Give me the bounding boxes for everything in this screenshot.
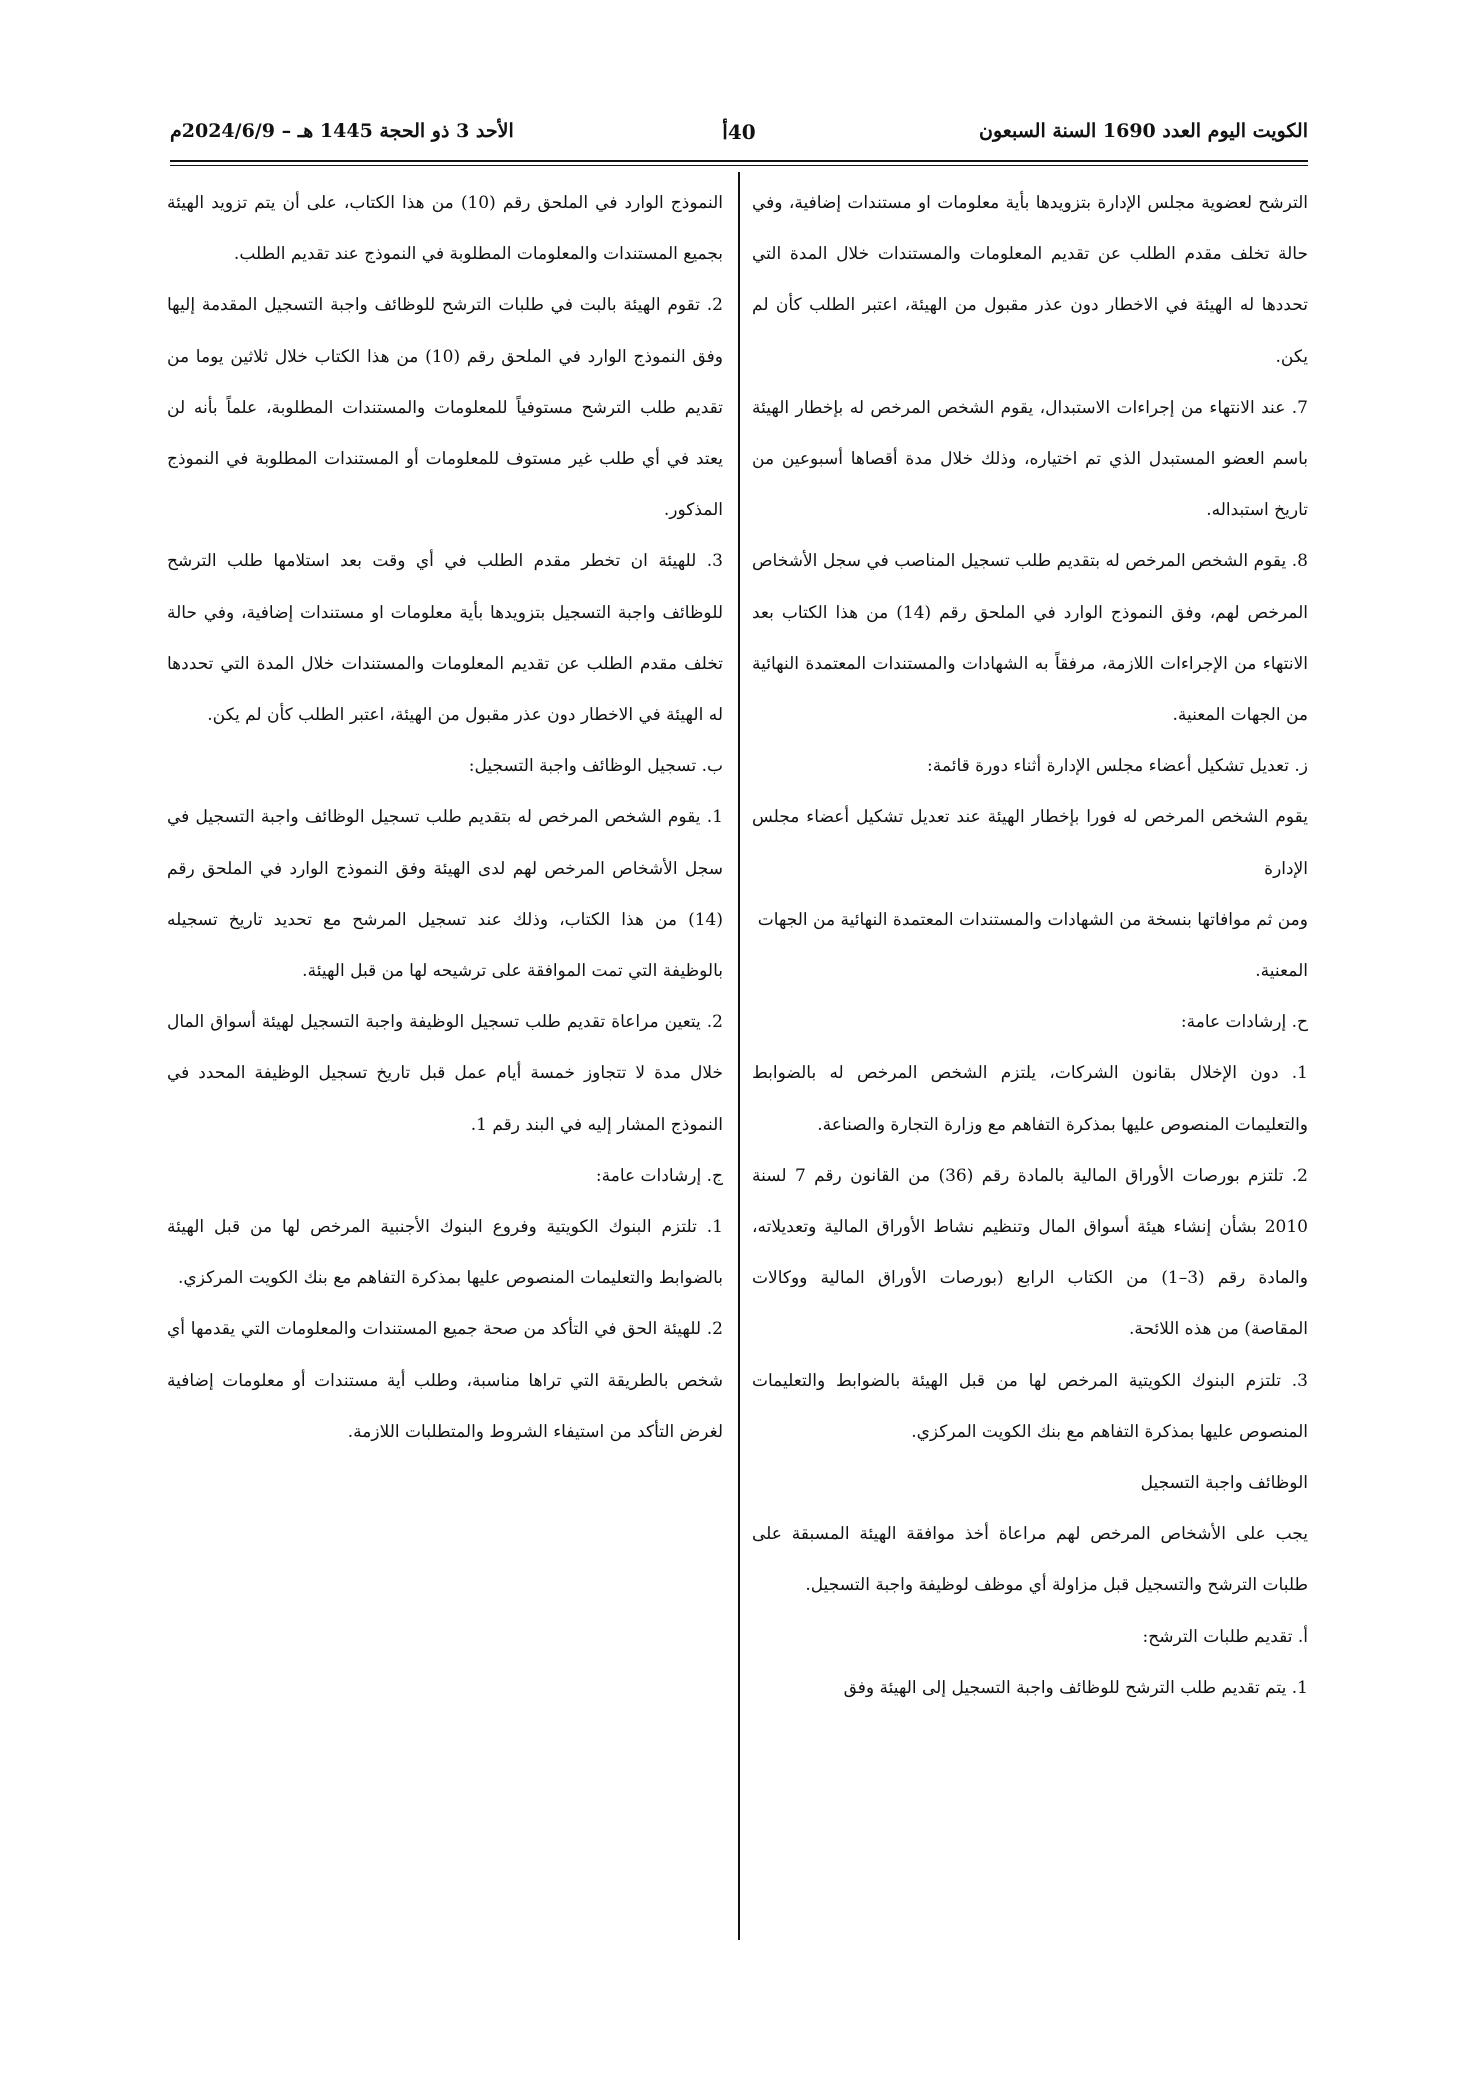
section-heading: ح. إرشادات عامة:	[1180, 1012, 1308, 1033]
header-rule	[170, 160, 1308, 162]
page-number: 40أ	[722, 120, 756, 144]
section-heading: ج. إرشادات عامة:	[595, 1165, 723, 1186]
section-heading: أ. تقديم طلبات الترشح:	[1142, 1626, 1308, 1647]
section-heading: ز. تعديل تشكيل أعضاء مجلس الإدارة أثناء دورة قائمة:	[927, 756, 1308, 777]
paragraph: 3. تلتزم البنوك الكويتية المرخص لها من قبل الهيئة بالضوابط والتعليمات المنصوص عليها بمذكرة التفاهم مع بنك الكويت المركزي.	[752, 1370, 1308, 1442]
paragraph: 8. يقوم الشخص المرخص له بتقديم طلب تسجيل المناصب في سجل الأشخاص المرخص لهم، وفق النموذج الوارد في الملحق رقم (14) من هذا الكتاب بعد الانتهاء من الإجراءات اللازمة، مرفقاً به الشهادات والمستندات المعتمدة النهائية من الجهات المعنية.	[752, 551, 1308, 726]
section-heading: ب. تسجيل الوظائف واجبة التسجيل:	[468, 756, 723, 777]
paragraph: يقوم الشخص المرخص له فورا بإخطار الهيئة عند تعديل تشكيل أعضاء مجلس الإدارة	[752, 807, 1308, 879]
paragraph: 1. تلتزم البنوك الكويتية وفروع البنوك الأجنبية المرخص لها من قبل الهيئة بالضوابط والتعليمات المنصوص عليها بمذكرة التفاهم مع بنك الكويت المركزي.	[167, 1217, 723, 1289]
issue-date: الأحد 3 ذو الحجة 1445 هـ – 2024/6/9م	[170, 120, 514, 142]
paragraph: ومن ثم موافاتها بنسخة من الشهادات والمستندات المعتمدة النهائية من الجهات	[757, 909, 1308, 930]
paragraph: 1. دون الإخلال بقانون الشركات، يلتزم الشخص المرخص له بالضوابط والتعليمات المنصوص عليها بمذكرة التفاهم مع وزارة التجارة والصناعة.	[752, 1063, 1308, 1135]
paragraph: 2. للهيئة الحق في التأكد من صحة جميع المستندات والمعلومات التي يقدمها أي شخص بالطريقة التي تراها مناسبة، وطلب أية مستندات أو معلومات إضافية لغرض التأكد من استيفاء الشروط والمتطلبات اللازمة.	[167, 1319, 723, 1442]
paragraph: المعنية.	[1255, 961, 1308, 982]
header-rule-thin	[170, 165, 1308, 166]
paragraph: 3. للهيئة ان تخطر مقدم الطلب في أي وقت بعد استلامها طلب الترشح للوظائف واجبة التسجيل بتزويدها بأية معلومات او مستندات إضافية، وفي حالة تخلف مقدم الطلب عن تقديم المعلومات والمستندات خلال المدة التي تحددها له الهيئة في الاخطار دون عذر مقبول من الهيئة، اعتبر الطلب كأن لم يكن.	[167, 551, 723, 726]
paragraph: 2. يتعين مراعاة تقديم طلب تسجيل الوظيفة واجبة التسجيل لهيئة أسواق المال خلال مدة لا تتجاوز خمسة أيام عمل قبل تاريخ تسجيل الوظيفة المحدد في النموذج المشار إليه في البند رقم 1.	[167, 1012, 723, 1135]
paragraph: 1. يتم تقديم طلب الترشح للوظائف واجبة التسجيل إلى الهيئة وفق	[843, 1677, 1308, 1698]
gazette-issue-title: الكويت اليوم العدد 1690 السنة السبعون	[979, 120, 1308, 142]
paragraph: النموذج الوارد في الملحق رقم (10) من هذا الكتاب، على أن يتم تزويد الهيئة بجميع المستندات والمعلومات المطلوبة في النموذج عند تقديم الطلب.	[167, 193, 723, 265]
left-column	[167, 178, 723, 1458]
right-column	[752, 178, 1308, 1714]
column-divider	[738, 172, 740, 1940]
paragraph: 1. يقوم الشخص المرخص له بتقديم طلب تسجيل الوظائف واجبة التسجيل في سجل الأشخاص المرخص لهم لدى الهيئة وفق النموذج الوارد في الملحق رقم (14) من هذا الكتاب، وذلك عند تسجيل المرشح مع تحديد تاريخ تسجيله بالوظيفة التي تمت الموافقة على ترشيحه لها من قبل الهيئة.	[167, 807, 723, 982]
paragraph: 7. عند الانتهاء من إجراءات الاستبدال، يقوم الشخص المرخص له بإخطار الهيئة باسم العضو المستبدل الذي تم اختياره، وذلك خلال مدة أقصاها أسبوعين من تاريخ استبداله.	[752, 397, 1308, 521]
page-header	[170, 120, 1308, 160]
paragraph: 2. تلتزم بورصات الأوراق المالية بالمادة رقم (36) من القانون رقم 7 لسنة 2010 بشأن إنشاء هيئة أسواق المال وتنظيم نشاط الأوراق المالية وتعديلاته، والمادة رقم (3–1) من الكتاب الرابع (بورصات الأوراق المالية ووكالات المقاصة) من هذه اللائحة.	[752, 1165, 1308, 1340]
paragraph: يجب على الأشخاص المرخص لهم مراعاة أخذ موافقة الهيئة المسبقة على طلبات الترشح والتسجيل قبل مزاولة أي موظف لوظيفة واجبة التسجيل.	[752, 1524, 1308, 1596]
section-heading: الوظائف واجبة التسجيل	[1140, 1473, 1308, 1494]
paragraph: الترشح لعضوية مجلس الإدارة بتزويدها بأية معلومات او مستندات إضافية، وفي حالة تخلف مقدم الطلب عن تقديم المعلومات والمستندات خلال المدة التي تحددها له الهيئة في الاخطار دون عذر مقبول من الهيئة، اعتبر الطلب كأن لم يكن.	[752, 193, 1308, 367]
paragraph: 2. تقوم الهيئة بالبت في طلبات الترشح للوظائف واجبة التسجيل المقدمة إليها وفق النموذج الوارد في الملحق رقم (10) من هذا الكتاب خلال ثلاثين يوما من تقديم طلب الترشح مستوفياً للمعلومات والمستندات المطلوبة، علماً بأنه لن يعتد في أي طلب غير مستوف للمعلومات أو المستندات المطلوبة في النموذج المذكور.	[167, 295, 724, 521]
